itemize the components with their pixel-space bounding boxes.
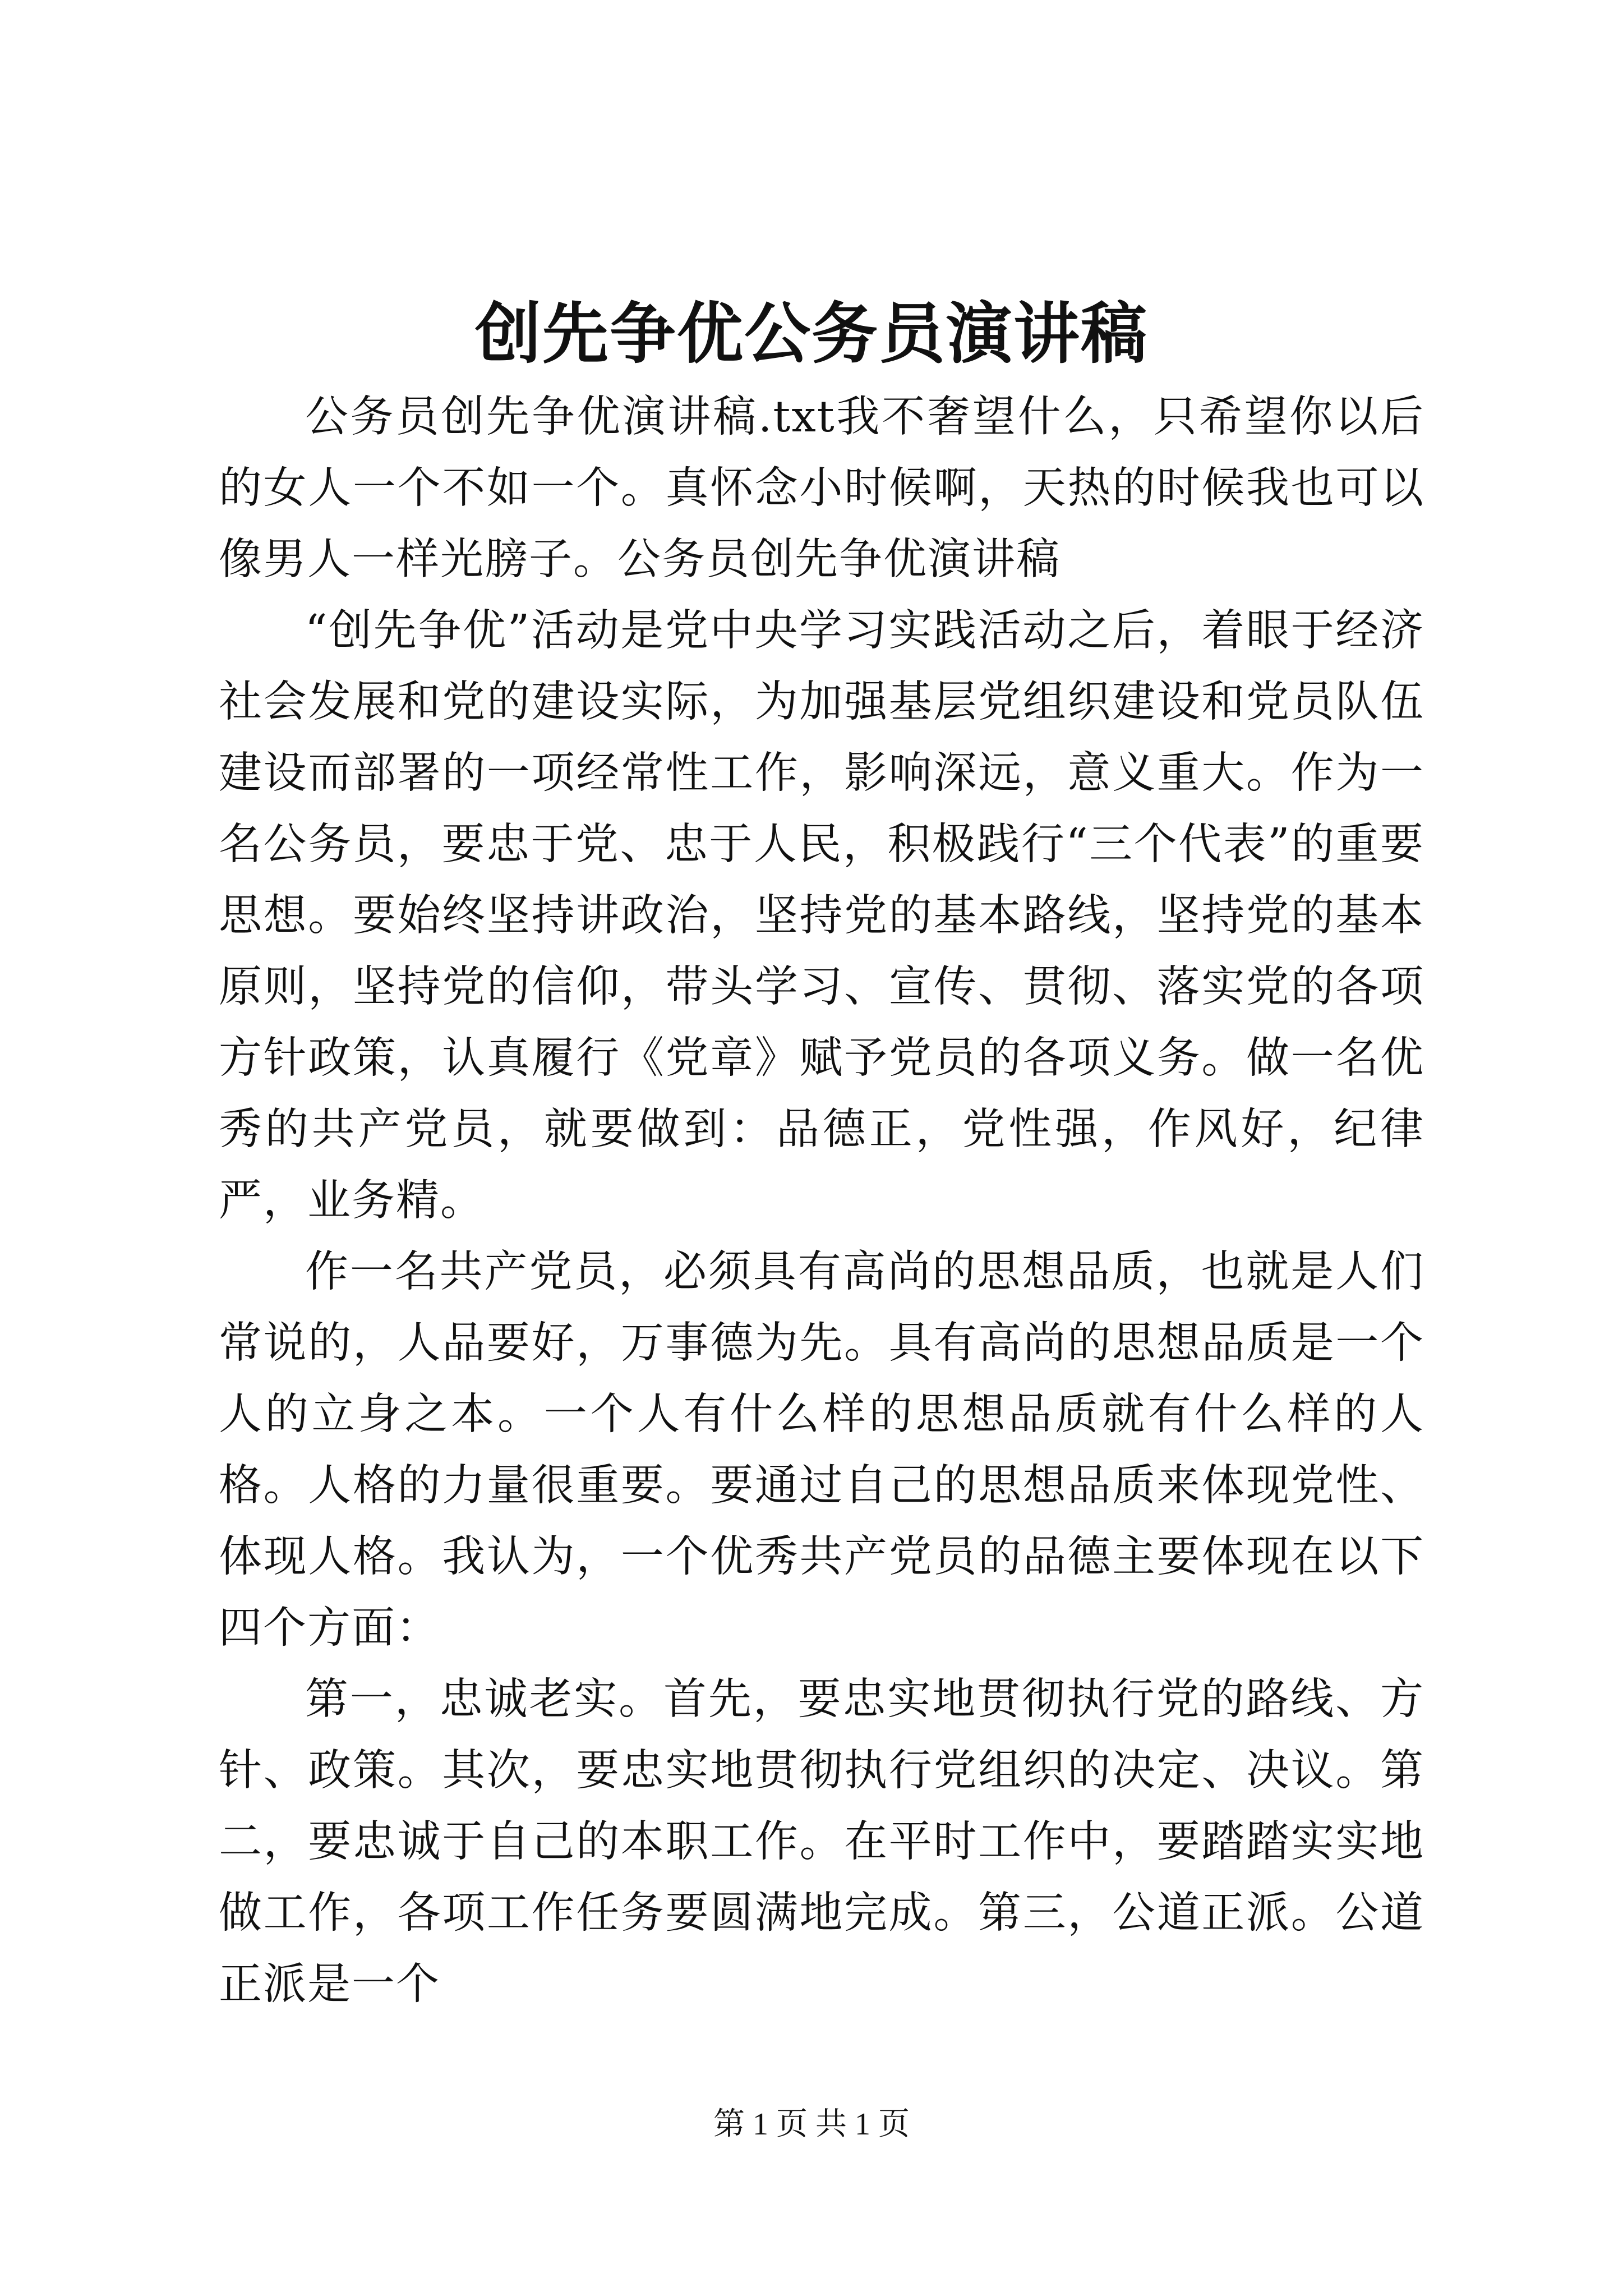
page-footer: 第 1 页 共 1 页 <box>713 2107 910 2142</box>
document-body <box>219 381 1424 2020</box>
paragraph-1: 公务员创先争优演讲稿.txt我不奢望什么，只希望你以后的女人一个不如一个。真怀念小时候啊，天热的时候我也可以像男人一样光膀子。公务员创先争优演讲稿 <box>219 392 1424 585</box>
document-title: 创先争优公务员演讲稿 <box>474 295 1148 372</box>
paragraph-3: 作一名共产党员，必须具有高尚的思想品质，也就是人们常说的，人品要好，万事德为先。具有高尚的思想品质是一个人的立身之本。一个人有什么样的思想品质就有什么样的人格。人格的力量很重要。要通过自己的思想品质来体现党性、体现人格。我认为，一个优秀共产党员的品德主要体现在以下四个方面： <box>219 1247 1424 1653</box>
paragraph-2: “创先争优”活动是党中央学习实践活动之后，着眼于经济社会发展和党的建设实际，为加强基层党组织建设和党员队伍建设而部署的一项经常性工作，影响深远，意义重大。作为一名公务员，要忠于党、忠于人民，积极践行“三个代表”的重要思想。要始终坚持讲政治，坚持党的基本路线，坚持党的基本原则，坚持党的信仰，带头学习、宣传、贯彻、落实党的各项方针政策，认真履行《党章》赋予党员的各项义务。做一名优秀的共产党员，就要做到：品德正，党性强，作风好，纪律严，业务精。 <box>219 606 1424 1226</box>
paragraph-4: 第一，忠诚老实。首先，要忠实地贯彻执行党的路线、方针、政策。其次，要忠实地贯彻执行党组织的决定、决议。第二，要忠诚于自己的本职工作。在平时工作中，要踏踏实实地做工作，各项工作任务要圆满地完成。第三，公道正派。公道正派是一个 <box>219 1674 1424 2009</box>
